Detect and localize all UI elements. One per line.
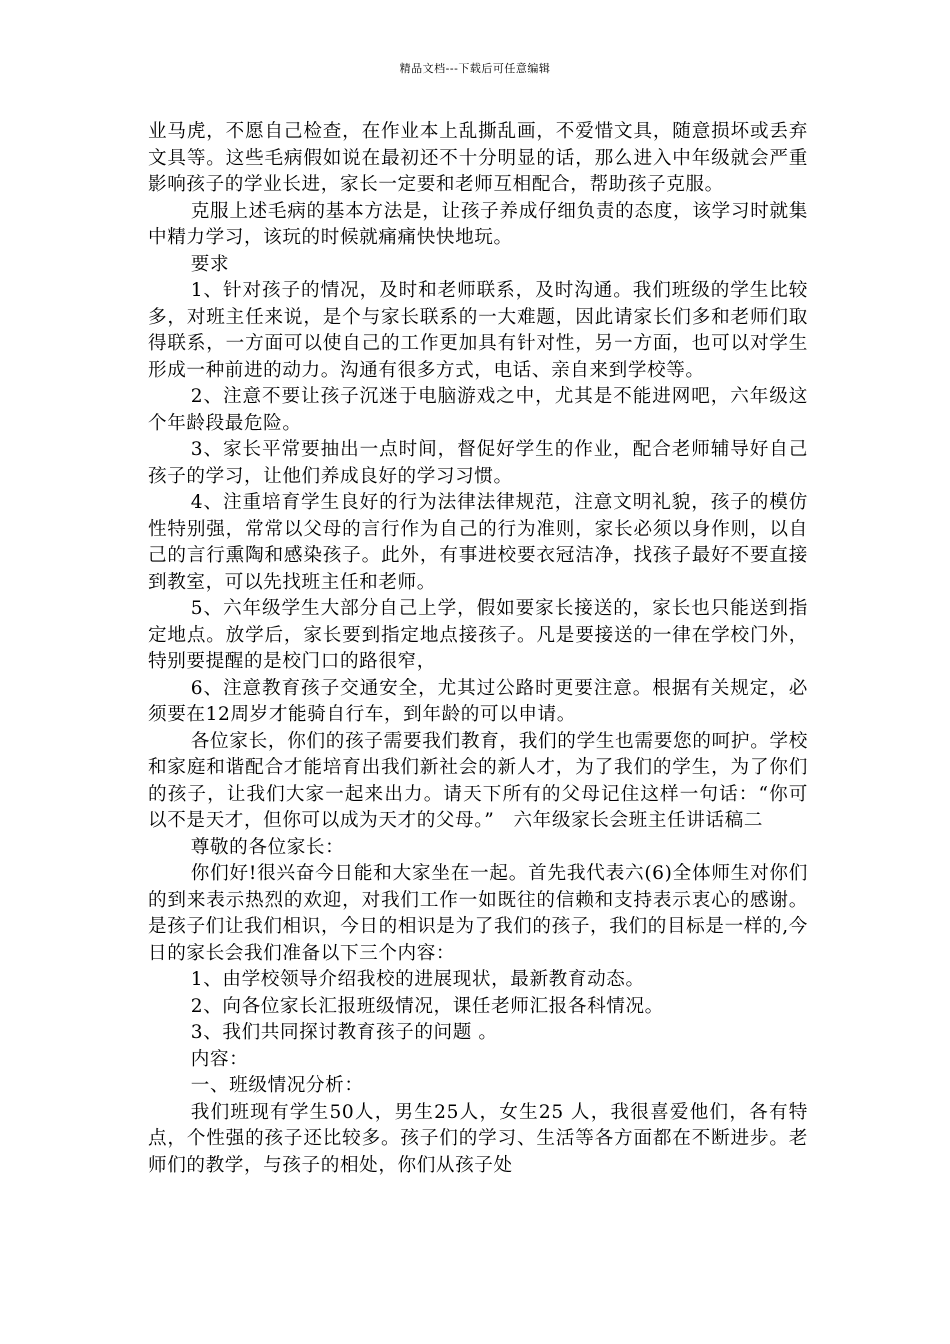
paragraph-closing: 各位家长，你们的孩子需要我们教育，我们的学生也需要您的呵护。学校和家庭和谐配合才能培育出我们新社会的新人才，为了我们的学生，为了你们的孩子，让我们大家一起来出力。请天下所有的父母记住这样一句话：“你可以不是天才，但你可以成为天才的父母。” 六年级家长会班主任讲话稿二 [148,730,808,831]
section-heading-requirements: 要求 [190,253,230,275]
requirement-item-4: 4、注重培育学生良好的行为法律法律规范，注意文明礼貌，孩子的模仿性特别强，常常以父母的言行作为自己的行为准则，家长必须以身作则，以自己的言行熏陶和感染孩子。此外，有事进校要衣冠洁净，找孩子最好不要直接到教室，可以先找班主任和老师。 [148,492,808,593]
agenda-item-1: 1、由学校领导介绍我校的进展现状，最新教育动态。 [190,969,645,990]
paragraph-class-analysis: 我们班现有学生50人，男生25人，女生25 人，我很喜爱他们，各有特点，个性强的孩子还比较多。孩子们的学习、生活等各方面都在不断进步。老师们的教学，与孩子的相处，你们从孩子处 [148,1101,808,1176]
document-body [148,119,808,1179]
agenda-item-2: 2、向各位家长汇报班级情况，课任老师汇报各科情况。 [190,995,664,1017]
requirement-item-5: 5、六年级学生大部分自己上学，假如要家长接送的，家长也只能送到指定地点。放学后，家长要到指定地点接孩子。凡是要接送的一律在学校门外，特别要提醒的是校门口的路很窄， [148,598,808,672]
requirement-item-2: 2、注意不要让孩子沉迷于电脑游戏之中，尤其是不能进网吧，六年级这个年龄段最危险。 [148,386,808,434]
paragraph-continuation: 业马虎，不愿自己检查，在作业本上乱撕乱画，不爱惜文具，随意损坏或丢弃文具等。这些毛病假如说在最初还不十分明显的话，那么进入中年级就会严重影响孩子的学业长进，家长一定要和老师互相配合，帮助孩子克服。 [148,121,808,195]
paragraph-method: 克服上述毛病的基本方法是，让孩子养成仔细负责的态度，该学习时就集中精力学习，该玩的时候就痛痛快快地玩。 [148,200,808,248]
paragraph-greeting: 你们好!很兴奋今日能和大家坐在一起。首先我代表六(6)全体师生对你们的到来表示热烈的欢迎，对我们工作一如既往的信赖和支持表示衷心的感谢。是孩子们让我们相识，今日的相识是为了我们的孩子，我们的目标是一样的,今日的家长会我们准备以下三个内容： [148,863,808,964]
section-heading-class-analysis: 一、班级情况分析： [190,1075,364,1096]
section-heading-content: 内容： [190,1048,249,1070]
salutation: 尊敬的各位家长： [190,836,345,858]
requirement-item-6: 6、注意教育孩子交通安全，尤其过公路时更要注意。根据有关规定，必须要在12周岁才能骑自行车，到年龄的可以申请。 [148,677,808,725]
page-header: 精品文档---下载后可任意编辑 [399,62,551,75]
agenda-item-3: 3、我们共同探讨教育孩子的问题 。 [190,1022,498,1043]
requirement-item-1: 1、针对孩子的情况，及时和老师联系，及时沟通。我们班级的学生比较多，对班主任来说，是个与家长联系的一大难题，因此请家长们多和老师们取得联系，一方面可以使自己的工作更加具有针对性，另一方面，也可以对学生形成一种前进的动力。沟通有很多方式，电话、亲自来到学校等。 [148,280,808,381]
requirement-item-3: 3、家长平常要抽出一点时间，督促好学生的作业，配合老师辅导好自己孩子的学习，让他们养成良好的学习习惯。 [148,439,808,487]
